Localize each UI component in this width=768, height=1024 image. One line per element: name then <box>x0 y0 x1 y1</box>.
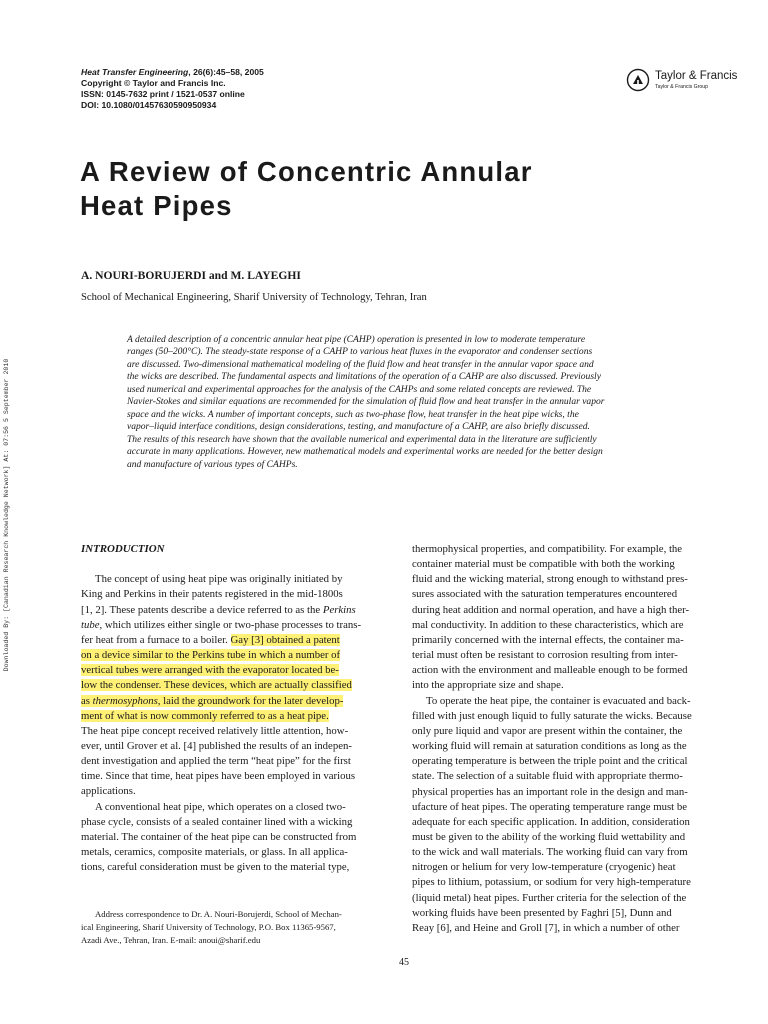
highlighted-text: as <box>81 694 93 707</box>
body-line: ever, until Grover et al. [4] published the results of an indepen- <box>81 740 352 753</box>
highlighted-text: vertical tubes were arranged with the evaporator located be- <box>81 664 339 677</box>
abstract-line: The results of this research have shown that the available numerical and experimental data in the literature are sufficiently <box>127 433 597 445</box>
body-line: adequate for each specific application. In addition, consideration <box>412 815 690 828</box>
text-span: fer heat from a furnace to a boiler. <box>81 633 231 646</box>
body-line <box>81 648 396 663</box>
journal-volume: , 26(6):45–58, 2005 <box>188 67 264 77</box>
body-line: ufacture of heat pipes. The operating temperature range must be <box>412 800 688 813</box>
italic-term: Perkins <box>322 603 356 616</box>
page-number: 45 <box>399 957 409 968</box>
body-line: thermophysical properties, and compatibility. For example, the <box>412 543 683 555</box>
body-line: terial must often be resistant to corrosion resulting from inter- <box>412 649 678 662</box>
footnote-line: ical Engineering, Sharif University of Technology, P.O. Box 11365-9567, <box>81 922 336 932</box>
journal-name: Heat Transfer Engineering <box>81 67 189 77</box>
body-line <box>81 678 396 693</box>
highlighted-text: ment of what is now commonly referred to as a heat pipe. <box>81 709 329 722</box>
body-line <box>81 663 396 678</box>
body-line <box>81 694 396 709</box>
body-line <box>81 709 396 724</box>
body-line: to the wick and wall materials. The working fluid can vary from <box>412 846 688 859</box>
highlighted-text: low the condenser. These devices, which are actually classified <box>81 679 352 692</box>
body-line: King and Perkins in their patents registered in the mid-1800s <box>81 588 343 601</box>
body-line: dent investigation and applied the term “heat pipe” for the first <box>81 755 351 768</box>
abstract-line: A detailed description of a concentric annular heat pipe (CAHP) operation is presented in low to moderate temperature <box>127 334 586 345</box>
body-line: tions, careful consideration must be given to the material type, <box>81 861 350 874</box>
affiliation: School of Mechanical Engineering, Sharif University of Technology, Tehran, Iran <box>81 292 427 303</box>
footnote-line: Azadi Ave., Tehran, Iran. E-mail: anoui@sharif.edu <box>81 935 261 945</box>
publisher-name: Taylor & Francis <box>655 70 738 82</box>
section-heading: INTRODUCTION <box>81 543 165 555</box>
body-line: fluid and the wicking material, strong enough to withstand pres- <box>412 573 688 586</box>
body-line: material. The container of the heat pipe can be constructed from <box>81 830 357 843</box>
body-line: physical properties has an important role in the design and man- <box>412 785 688 798</box>
download-stamp: Downloaded By: [Canadian Research Knowledge Network] At: 07:56 5 September 2010 <box>3 358 10 672</box>
paper-title <box>80 155 680 223</box>
abstract-line: accurate in many applications. However, new mathematical models and experimental works are needed for the better design <box>127 446 603 458</box>
paragraph-gap <box>81 557 396 572</box>
abstract-line: the wicks are described. The fundamental aspects and limitations of the operation of a CAHP are also discussed. Previously <box>127 371 601 383</box>
left-column <box>81 542 396 875</box>
body-line: must be given to the ability of the working fluid wettability and <box>412 830 686 843</box>
body-line: To operate the heat pipe, the container is evacuated and back- <box>426 694 691 707</box>
body-line: working fluid will remain at saturation conditions as long as the <box>412 740 687 753</box>
body-line: operating temperature is between the triple point and the critical <box>412 755 688 768</box>
body-line: during heat addition and normal operation, and have a high ther- <box>412 603 690 616</box>
footnote-line: Address correspondence to Dr. A. Nouri-Borujerdi, School of Mechan- <box>95 909 342 919</box>
body-line: A conventional heat pipe, which operates on a closed two- <box>95 800 346 813</box>
highlighted-text: on a device similar to the Perkins tube in which a number of <box>81 649 341 662</box>
body-line: mal conductivity. In addition to these characteristics, which are <box>412 618 684 631</box>
body-line: time. Since that time, heat pipes have been employed in various <box>81 770 356 783</box>
correspondence-footnote <box>81 908 399 947</box>
body-line: container material must be compatible with both the working <box>412 558 675 571</box>
highlighted-text: Gay [3] obtained a patent <box>230 633 340 646</box>
italic-term: tube <box>81 618 100 631</box>
journal-issn: ISSN: 0145-7632 print / 1521-0537 online <box>81 89 245 99</box>
journal-citation <box>81 67 264 78</box>
body-line: Reay [6], and Heine and Groll [7], in which a number of other <box>412 921 680 934</box>
body-line <box>81 603 396 618</box>
journal-info <box>81 67 264 111</box>
abstract-line: vapor–liquid interface conditions, design considerations, testing, and manufacture of a CAHP, are also briefly discussed. <box>127 421 590 433</box>
taylor-francis-logo-icon <box>626 68 650 92</box>
body-line: pipes to lithium, potassium, or sodium for very high-temperature <box>412 876 691 889</box>
publisher-group: Taylor & Francis Group <box>655 84 709 90</box>
text-span: [1, 2]. These patents describe a device referred to as the <box>81 603 323 616</box>
body-line: nitrogen or helium for very low-temperature (cryogenic) heat <box>412 861 676 874</box>
authors: A. NOURI-BORUJERDI and M. LAYEGHI <box>81 269 301 282</box>
title-line-1: A Review of Concentric Annular <box>80 156 533 187</box>
body-line: only pure liquid and vapor are present within the container, the <box>412 724 683 737</box>
journal-doi: DOI: 10.1080/01457630590950934 <box>81 100 217 110</box>
body-line: The heat pipe concept received relatively little attention, how- <box>81 724 349 737</box>
body-line: state. The selection of a suitable fluid with appropriate thermo- <box>412 770 683 783</box>
body-line <box>81 618 396 633</box>
highlighted-italic-term: thermosyphons <box>92 694 158 707</box>
abstract-line: space and the wicks. A number of important concepts, such as two-phase flow, heat transfer in the heat pipe wicks, the <box>127 408 579 420</box>
abstract-line: and manufacture of various types of CAHPs. <box>127 458 298 470</box>
abstract <box>127 334 683 471</box>
abstract-line: used numerical and experimental approaches for the analysis of the CAHPs and some related concepts are reviewed. The <box>127 383 592 395</box>
text-span: , which utilizes either single or two-phase processes to trans- <box>99 618 362 631</box>
abstract-line: Navier-Stokes and similar equations are recommended for the simulation of fluid flow and heat transfer in the annular vapor <box>127 396 605 408</box>
body-line <box>81 633 396 648</box>
journal-copyright: Copyright © Taylor and Francis Inc. <box>81 78 226 88</box>
body-line: filled with just enough liquid to fully saturate the wicks. Because <box>412 709 692 722</box>
body-line: into the appropriate size and shape. <box>412 679 564 692</box>
title-line-2: Heat Pipes <box>80 190 233 221</box>
right-column <box>412 542 727 936</box>
abstract-line: are discussed. Two-dimensional mathematical modeling of the fluid flow and heat transfer in the annular vapor space and <box>127 358 594 370</box>
body-line: working fluids have been presented by Faghri [5], Dunn and <box>412 906 672 919</box>
body-line: The concept of using heat pipe was originally initiated by <box>95 573 343 586</box>
body-line: phase cycle, consists of a sealed container lined with a wicking <box>81 815 353 828</box>
highlighted-text: , laid the groundwork for the later develop- <box>157 694 344 707</box>
abstract-line: ranges (50–200°C). The steady-state response of a CAHP to various heat fluxes in the evaporator and condenser sections <box>127 346 593 358</box>
body-line: (liquid metal) heat pipes. Further criteria for the selection of the <box>412 891 687 904</box>
body-line: primarily concerned with the internal effects, the container ma- <box>412 633 684 646</box>
publisher-logo <box>626 68 736 96</box>
body-line: action with the environment and malleable enough to be formed <box>412 664 688 677</box>
body-line: metals, ceramics, composite materials, or glass. In all applica- <box>81 846 348 859</box>
body-line: applications. <box>81 785 136 798</box>
body-line: sures associated with the saturation temperatures encountered <box>412 588 678 601</box>
